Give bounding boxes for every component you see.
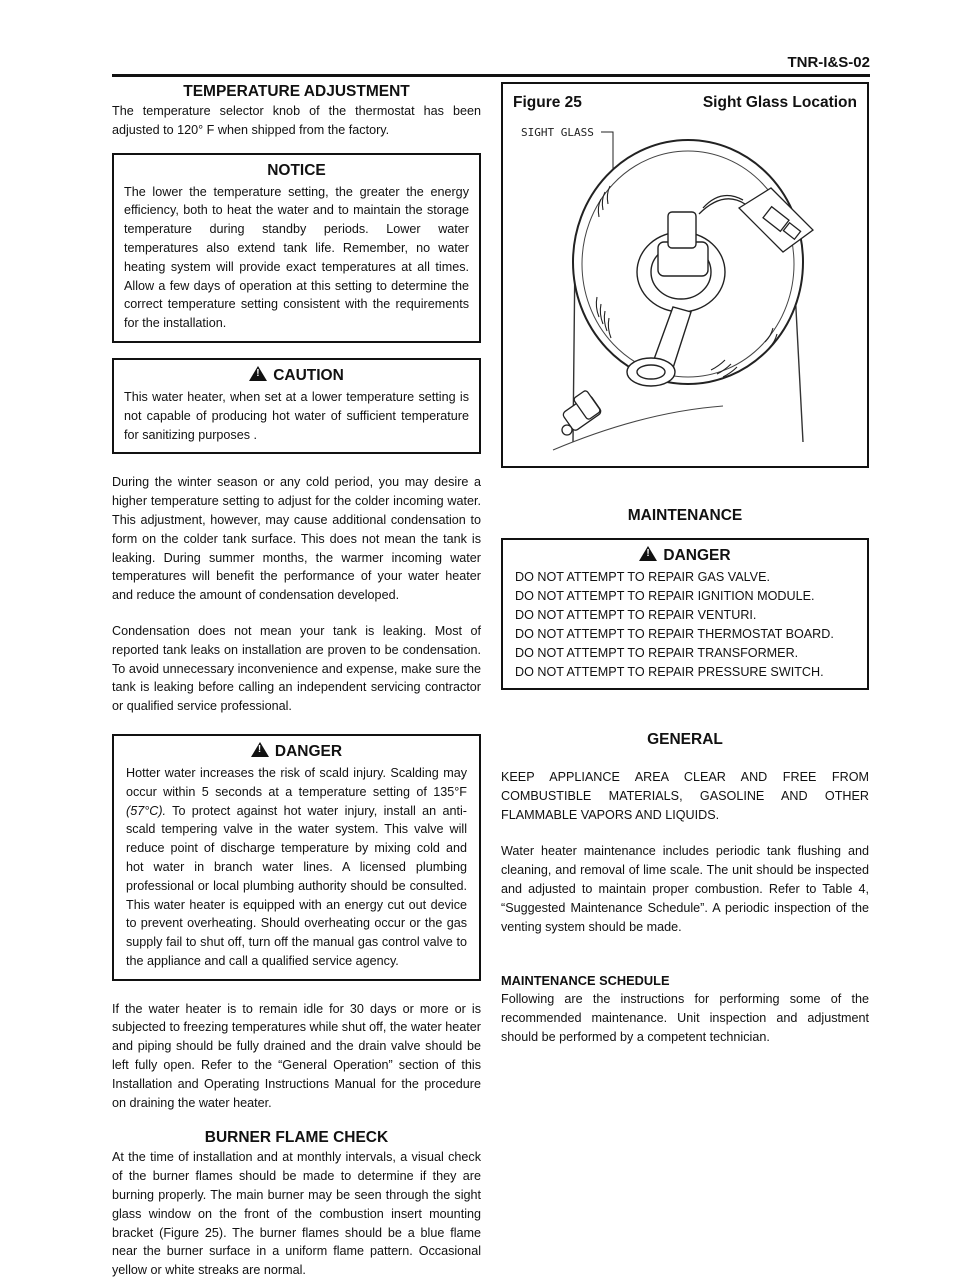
warning-triangle-icon bbox=[249, 366, 267, 381]
caution-title: CAUTION bbox=[273, 366, 344, 384]
temperature-adjustment-heading: TEMPERATURE ADJUSTMENT bbox=[183, 83, 410, 100]
danger-scald-heading bbox=[126, 742, 467, 762]
notice-text: The lower the temperature setting, the greater the energy efficiency, both to heat the water and to maintain the storage temperature during standby periods. Lower water temperatures also extend tank life. Remember, no water heating system will provide exact temperatures at all times. Allow a few days of operation at this setting to determine the correct temperature setting consistent with the requirements for the installation. bbox=[124, 184, 469, 331]
sight-glass-illustration bbox=[503, 112, 867, 466]
general-text: Water heater maintenance includes periodic tank flushing and cleaning, and removal of lime scale. The unit should be inspected and adjusted to maintain proper combustion. Refer to Table 4, “Suggested Maintenance Schedule”. A periodic inspection of the venting system should be made. bbox=[501, 844, 869, 934]
right-column bbox=[501, 82, 869, 1047]
maintenance-danger-heading bbox=[515, 546, 855, 566]
caution-box bbox=[112, 358, 481, 454]
condensation-paragraph: Condensation does not mean your tank is leaking. Most of reported tank leaks on installation are proven to be condensation. To avoid unnecessary inconvenience and expense, make sure the tank is leaking before calling an independent servicing contractor or qualified service professional. bbox=[112, 623, 481, 714]
maintenance-schedule-text: Following are the instructions for performing some of the recommended maintenance. Unit inspection and adjustment should be performed by a competent technician. bbox=[501, 992, 869, 1044]
figure-title: Sight Glass Location bbox=[702, 94, 857, 111]
maintenance-schedule-heading: MAINTENANCE SCHEDULE bbox=[501, 973, 670, 989]
danger-item: DO NOT ATTEMPT TO REPAIR PRESSURE SWITCH. bbox=[515, 665, 824, 679]
winter-paragraph: During the winter season or any cold period, you may desire a higher temperature setting to adjust for the colder incoming water. This adjustment, however, may cause additional condensation to form on the colder tank surface. This does not mean the tank is leaking. During summer months, the warmer incoming water temperatures will benefit the performance of your water heater and reduce the amount of condensation developed. bbox=[112, 475, 481, 603]
header-rule bbox=[112, 74, 870, 77]
figure-title-row bbox=[513, 94, 857, 112]
document-id: TNR-I&S-02 bbox=[787, 54, 870, 71]
danger-scald-text bbox=[126, 764, 467, 971]
general-heading: GENERAL bbox=[647, 731, 723, 748]
warning-triangle-icon bbox=[639, 546, 657, 561]
idle-paragraph: If the water heater is to remain idle for 30 days or more or is subjected to freezing temperatures while shut off, the water heater and piping should be fully drained and the drain valve should be left fully open. Refer to the “General Operation” section of this Installation and Operating Instructions Manual for the procedure on draining the water heater. bbox=[112, 1001, 481, 1110]
figure-number: Figure 25 bbox=[513, 94, 582, 111]
maintenance-danger-box bbox=[501, 538, 869, 690]
danger-item: DO NOT ATTEMPT TO REPAIR IGNITION MODULE. bbox=[515, 589, 815, 603]
maintenance-danger-title: DANGER bbox=[663, 547, 731, 564]
danger-scald-text-b: To protect against hot water injury, install an anti-scald tempering valve in the water system. This valve will reduce point of discharge temperature by mixing cold and hot water in branch water lines. A licensed plumbing professional or local plumbing authority should be consulted. This water heater is equipped with an energy cut out device to prevent overheating. Should overheating occur or the gas supply fail to shut off, turn off the manual gas control valve to the appliance and call a qualified service agency. bbox=[126, 803, 467, 968]
burner-flame-check-text: At the time of installation and at monthly intervals, a visual check of the burner flames should be made to determine if they are burning properly. The main burner may be seen through the sight glass window on the front of the combustion insert mounting bracket (Figure 25). The burner flames should be a blue flame near the burner surface in a uniform flame pattern. Occasional yellow or white streaks are normal. bbox=[112, 1150, 481, 1278]
danger-item: DO NOT ATTEMPT TO REPAIR THERMOSTAT BOARD. bbox=[515, 627, 834, 641]
danger-scald-title: DANGER bbox=[274, 742, 343, 760]
left-column bbox=[112, 82, 481, 1280]
danger-scald-text-a: Hotter water increases the risk of scald injury. Scalding may occur within 5 seconds at a temperature setting of 135°F bbox=[126, 765, 467, 799]
danger-item: DO NOT ATTEMPT TO REPAIR GAS VALVE. bbox=[515, 570, 770, 584]
temperature-adjustment-text: The temperature selector knob of the thermostat has been adjusted to 120° F when shipped from the factory. bbox=[112, 104, 481, 137]
caution-text: This water heater, when set at a lower temperature setting is not capable of producing hot water of sufficient temperature for sanitizing purposes . bbox=[124, 389, 469, 442]
caution-heading bbox=[124, 366, 469, 386]
burner-flame-check-heading: BURNER FLAME CHECK bbox=[204, 1129, 389, 1147]
maintenance-heading: MAINTENANCE bbox=[627, 507, 743, 524]
general-warning: KEEP APPLIANCE AREA CLEAR AND FREE FROM COMBUSTIBLE MATERIALS, GASOLINE AND OTHER FLAMMABLE VAPORS AND LIQUIDS. bbox=[501, 770, 869, 822]
danger-item: DO NOT ATTEMPT TO REPAIR VENTURI. bbox=[515, 608, 757, 622]
warning-triangle-icon bbox=[251, 742, 269, 757]
figure-25-box bbox=[501, 82, 869, 468]
danger-scald-celsius: (57°C). bbox=[126, 803, 167, 818]
danger-scald-box bbox=[112, 734, 481, 981]
danger-item: DO NOT ATTEMPT TO REPAIR TRANSFORMER. bbox=[515, 646, 799, 660]
notice-box bbox=[112, 153, 481, 343]
notice-heading: NOTICE bbox=[267, 161, 326, 179]
sight-glass-callout: SIGHT GLASS bbox=[521, 126, 594, 139]
sight-glass-fitting bbox=[562, 390, 602, 435]
